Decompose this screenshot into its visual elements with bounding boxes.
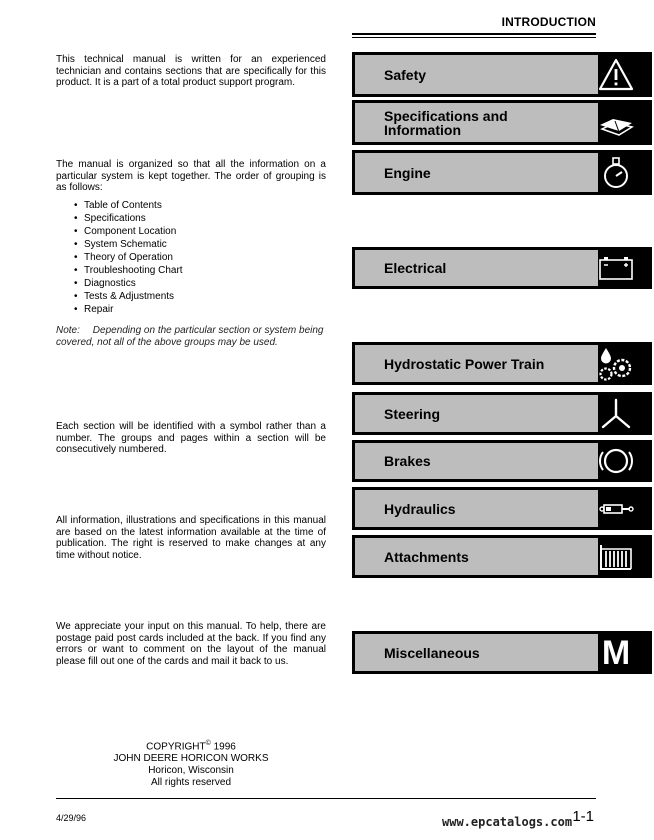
group-list [74, 199, 183, 316]
tab-bar [355, 153, 598, 192]
section-tab-attachments[interactable] [352, 535, 652, 578]
intro-paragraph-1: This technical manual is written for an experienced technician and contains sections that are specifically for this product. It is a part of a total product support program. [56, 54, 326, 88]
intro-paragraph-2: The manual is organized so that all the information on a particular system is kept together. The order of grouping is as follows: [56, 159, 326, 193]
group-list-item: • Tests & Adjustments [74, 290, 183, 303]
tab-bar [355, 490, 598, 527]
section-label: Miscellaneous [384, 644, 480, 661]
section-label: Engine [384, 164, 431, 181]
steering-icon [598, 396, 634, 432]
attachment-icon [598, 539, 634, 575]
tab-bar [355, 634, 598, 671]
section-tab-miscellaneous[interactable] [352, 631, 652, 674]
section-label: Hydrostatic Power Train [384, 355, 545, 372]
note-label: Note: [56, 325, 80, 336]
section-tab-engine[interactable] [352, 150, 652, 195]
copyright-rights: All rights reserved [150, 777, 232, 789]
intro-paragraph-3: Each section will be identified with a symbol rather than a number. The groups and pages within a section will be consecutively numbered. [56, 421, 326, 455]
copyright-year: 1996 [210, 741, 236, 753]
group-list-item: • Component Location [74, 225, 183, 238]
note-text: Depending on the particular section or system being covered, not all of the above groups may be used. [56, 325, 324, 348]
footer-date: 4/29/96 [56, 813, 87, 823]
tab-bar [355, 443, 598, 479]
tab-bar [355, 55, 598, 94]
section-label: Safety [384, 66, 427, 83]
group-list-item: • Diagnostics [74, 277, 183, 290]
section-label: Brakes [384, 453, 431, 469]
group-list-item: • Specifications [74, 212, 183, 225]
section-tab-specifications[interactable] [352, 100, 652, 145]
header-rule [352, 33, 596, 35]
open-book-icon [598, 105, 634, 141]
letter-m-icon: M [601, 633, 631, 672]
intro-paragraph-4: All information, illustrations and specifications in this manual are based on the latest information available at the time of publication. The right is reserved to make changes at any time without notice. [56, 515, 326, 561]
tab-bar [355, 345, 598, 382]
section-tab-hydraulics[interactable] [352, 487, 652, 530]
footer-rule [56, 798, 596, 799]
group-list-item: • Troubleshooting Chart [74, 264, 183, 277]
section-tab-brakes[interactable] [352, 440, 652, 482]
section-tab-hydrostatic[interactable] [352, 342, 652, 385]
hydraulic-cylinder-icon [598, 491, 634, 527]
copyright-block [56, 738, 326, 789]
section-tab-electrical[interactable] [352, 247, 652, 289]
section-label: Hydraulics [384, 500, 456, 517]
stopwatch-icon [598, 155, 634, 191]
tab-bar [355, 395, 598, 432]
tab-bar [355, 250, 598, 286]
watermark: www.epcatalogs.com [442, 815, 573, 829]
brake-drum-icon [598, 443, 634, 479]
section-label: Specifications and Information [384, 107, 508, 138]
section-label: Steering [384, 405, 441, 422]
section-tab-safety[interactable] [352, 52, 652, 97]
copyright-symbol: © [205, 740, 211, 747]
copyright-company: JOHN DEERE HORICON WORKS [113, 753, 269, 765]
page-header-title: INTRODUCTION [501, 15, 596, 29]
gears-drop-icon [598, 346, 634, 382]
group-list-item: • Table of Contents [74, 199, 183, 212]
section-label: Attachments [384, 548, 469, 565]
group-list-item: • System Schematic [74, 238, 183, 251]
group-list-item: • Repair [74, 303, 183, 316]
section-tab-steering[interactable] [352, 392, 652, 435]
note [56, 325, 326, 349]
battery-icon [598, 250, 634, 286]
copyright-label: COPYRIGHT [146, 741, 206, 753]
page-number: 1-1 [572, 808, 594, 825]
header-rule-thin [352, 37, 596, 38]
tab-bar [355, 103, 598, 142]
tab-bar [355, 538, 598, 575]
group-list-item: • Theory of Operation [74, 251, 183, 264]
section-label: Electrical [384, 260, 447, 276]
warning-triangle-icon [598, 57, 634, 93]
intro-paragraph-5: We appreciate your input on this manual. To help, there are postage paid post cards included at the back. If you find any errors or want to comment on the layout of the manual please fill out one of the cards and mail it back to us. [56, 621, 326, 667]
copyright-location: Horicon, Wisconsin [148, 765, 234, 777]
